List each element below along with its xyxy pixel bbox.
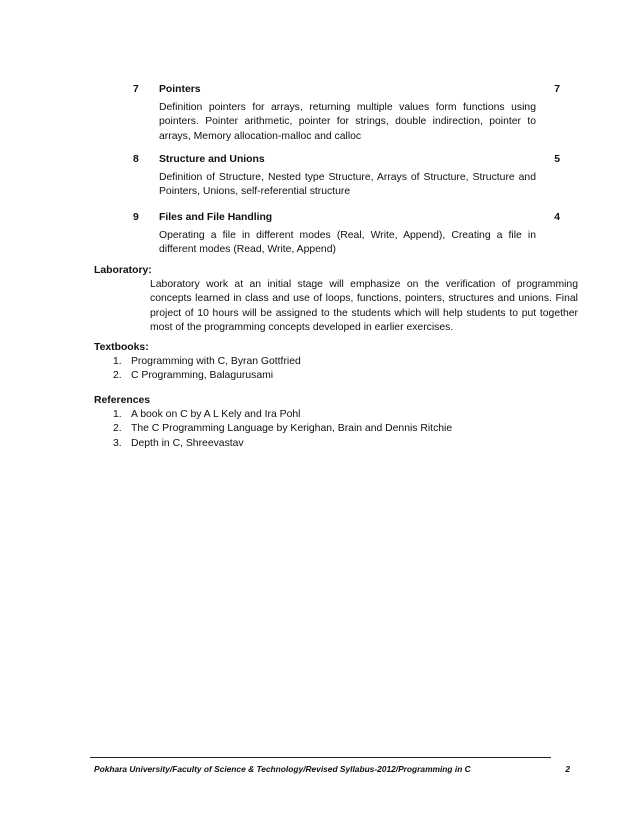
references-list	[94, 408, 452, 451]
list-item	[94, 355, 301, 369]
unit-number: 8	[133, 154, 139, 165]
list-item-number: 1.	[113, 409, 122, 420]
list-item-text: Programming with C, Byran Gottfried	[131, 356, 301, 367]
textbooks-list	[94, 355, 301, 384]
list-item	[94, 408, 452, 422]
unit-title: Pointers	[159, 84, 201, 95]
page-number: 2	[565, 764, 570, 774]
unit-description: Operating a file in different modes (Real, Write, Append), Creating a file in different modes (Read, Write, Append)	[159, 230, 536, 256]
list-item-number: 2.	[113, 370, 122, 382]
references-heading: References	[94, 395, 151, 406]
unit-hours: 5	[554, 154, 560, 165]
unit-title: Files and File Handling	[159, 212, 273, 223]
laboratory-text: Laboratory work at an initial stage will emphasize on the verification of programming concepts learned in class and use of loops, functions, pointers, structures and unions. Final project of 10 hours will be assigned to the students which will help students to put together most of the programming concepts developed in earlier exercises.	[150, 279, 578, 334]
unit-description: Definition pointers for arrays, returning multiple values form functions using pointers. Pointer arithmetic, pointer for strings, double indirection, pointer to arrays, Memory allocation-malloc and calloc	[159, 102, 536, 142]
list-item	[94, 437, 452, 451]
list-item-number: 2.	[113, 423, 122, 435]
list-item-text: A book on C by A L Kely and Ira Pohl	[131, 409, 301, 420]
unit-description: Definition of Structure, Nested type Structure, Arrays of Structure, Structure and Pointers, Unions, self-referential structure	[159, 172, 536, 198]
list-item-number: 1.	[113, 356, 122, 367]
list-item-text: The C Programming Language by Kerighan, Brain and Dennis Ritchie	[131, 423, 453, 435]
unit-title: Structure and Unions	[159, 154, 265, 165]
textbooks-heading: Textbooks:	[94, 342, 149, 353]
unit-number: 7	[133, 84, 139, 95]
footer-text: Pokhara University/Faculty of Science & Technology/Revised Syllabus-2012/Programming in C	[94, 764, 471, 774]
list-item	[94, 422, 452, 436]
footer-divider	[90, 757, 551, 758]
unit-hours: 4	[554, 212, 560, 223]
list-item-text: C Programming, Balagurusami	[131, 370, 274, 382]
list-item	[94, 369, 301, 383]
list-item-text: Depth in C, Shreevastav	[131, 437, 244, 449]
unit-hours: 7	[554, 84, 560, 95]
laboratory-heading: Laboratory:	[94, 265, 152, 276]
unit-number: 9	[133, 212, 139, 223]
list-item-number: 3.	[113, 437, 122, 449]
